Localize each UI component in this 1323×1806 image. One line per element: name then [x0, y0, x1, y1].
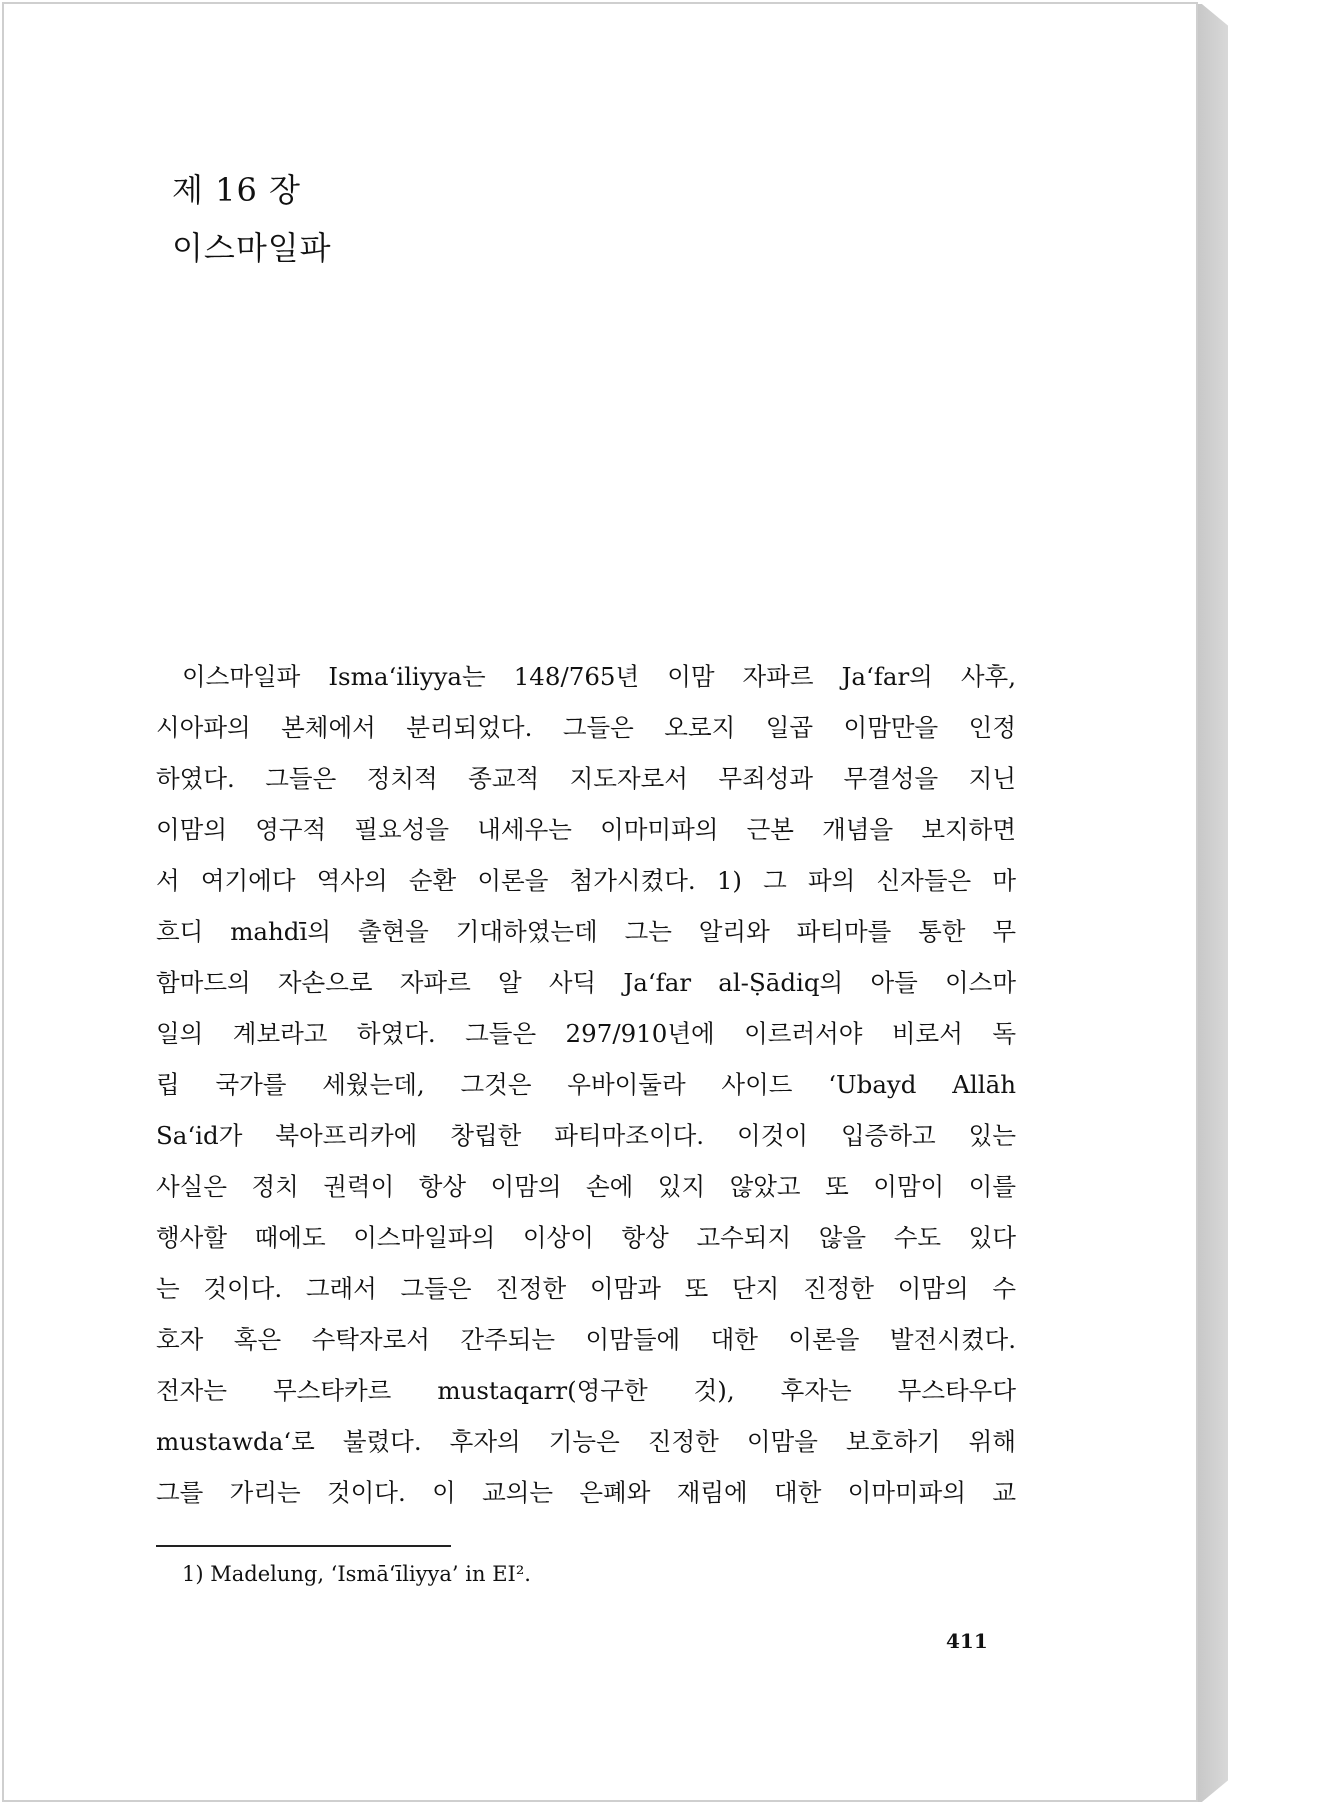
body-paragraph: [156, 651, 1016, 1518]
body-line: 호자 혹은 수탁자로서 간주되는 이맘들에 대한 이론을 발전시켰다.: [156, 1325, 1016, 1354]
body-line: 행사할 때에도 이스마일파의 이상이 항상 고수되지 않을 수도 있다: [156, 1223, 1016, 1252]
body-line: Sa‘id가 북아프리카에 창립한 파티마조이다. 이것이 입증하고 있는: [156, 1121, 1016, 1150]
body-line: 함마드의 자손으로 자파르 알 사딕 Ja‘far al-Ṣādiq의 아들 이스마: [156, 968, 1016, 997]
book-page: [2, 2, 1198, 1802]
body-line: 흐디 mahdī의 출현을 기대하였는데 그는 알리와 파티마를 통한 무: [156, 917, 1016, 946]
body-line: 하였다. 그들은 정치적 종교적 지도자로서 무죄성과 무결성을 지닌: [156, 764, 1016, 793]
chapter-heading: [172, 166, 332, 272]
body-line: 시아파의 본체에서 분리되었다. 그들은 오로지 일곱 이맘만을 인정: [156, 713, 1016, 742]
chapter-number: 제 16 장: [172, 171, 301, 209]
body-line: 일의 계보라고 하였다. 그들은 297/910년에 이르러서야 비로서 독: [156, 1019, 1016, 1048]
body-line: 이맘의 영구적 필요성을 내세우는 이마미파의 근본 개념을 보지하면: [156, 815, 1016, 844]
body-line: 는 것이다. 그래서 그들은 진정한 이맘과 또 단지 진정한 이맘의 수: [156, 1274, 1016, 1303]
body-line: 이스마일파 Isma‘iliyya는 148/765년 이맘 자파르 Ja‘far의 사후,: [182, 662, 1016, 691]
footnote-divider: [156, 1545, 451, 1547]
body-line: 립 국가를 세웠는데, 그것은 우바이둘라 사이드 ‘Ubayd Allāh: [156, 1070, 1016, 1099]
footnote: 1) Madelung, ‘Ismā‘īliyya’ in EI².: [182, 1562, 531, 1586]
body-line: 사실은 정치 권력이 항상 이맘의 손에 있지 않았고 또 이맘이 이를: [156, 1172, 1016, 1201]
body-line: 전자는 무스타카르 mustaqarr(영구한 것), 후자는 무스타우다: [156, 1376, 1016, 1405]
body-line: 서 여기에다 역사의 순환 이론을 첨가시켰다. 1) 그 파의 신자들은 마: [156, 866, 1016, 895]
chapter-title: 이스마일파: [172, 229, 332, 267]
body-line: mustawda‘로 불렸다. 후자의 기능은 진정한 이맘을 보호하기 위해: [156, 1427, 1016, 1456]
page-number: 411: [946, 1629, 988, 1653]
body-line: 그를 가리는 것이다. 이 교의는 은폐와 재림에 대한 이마미파의 교: [156, 1478, 1016, 1507]
